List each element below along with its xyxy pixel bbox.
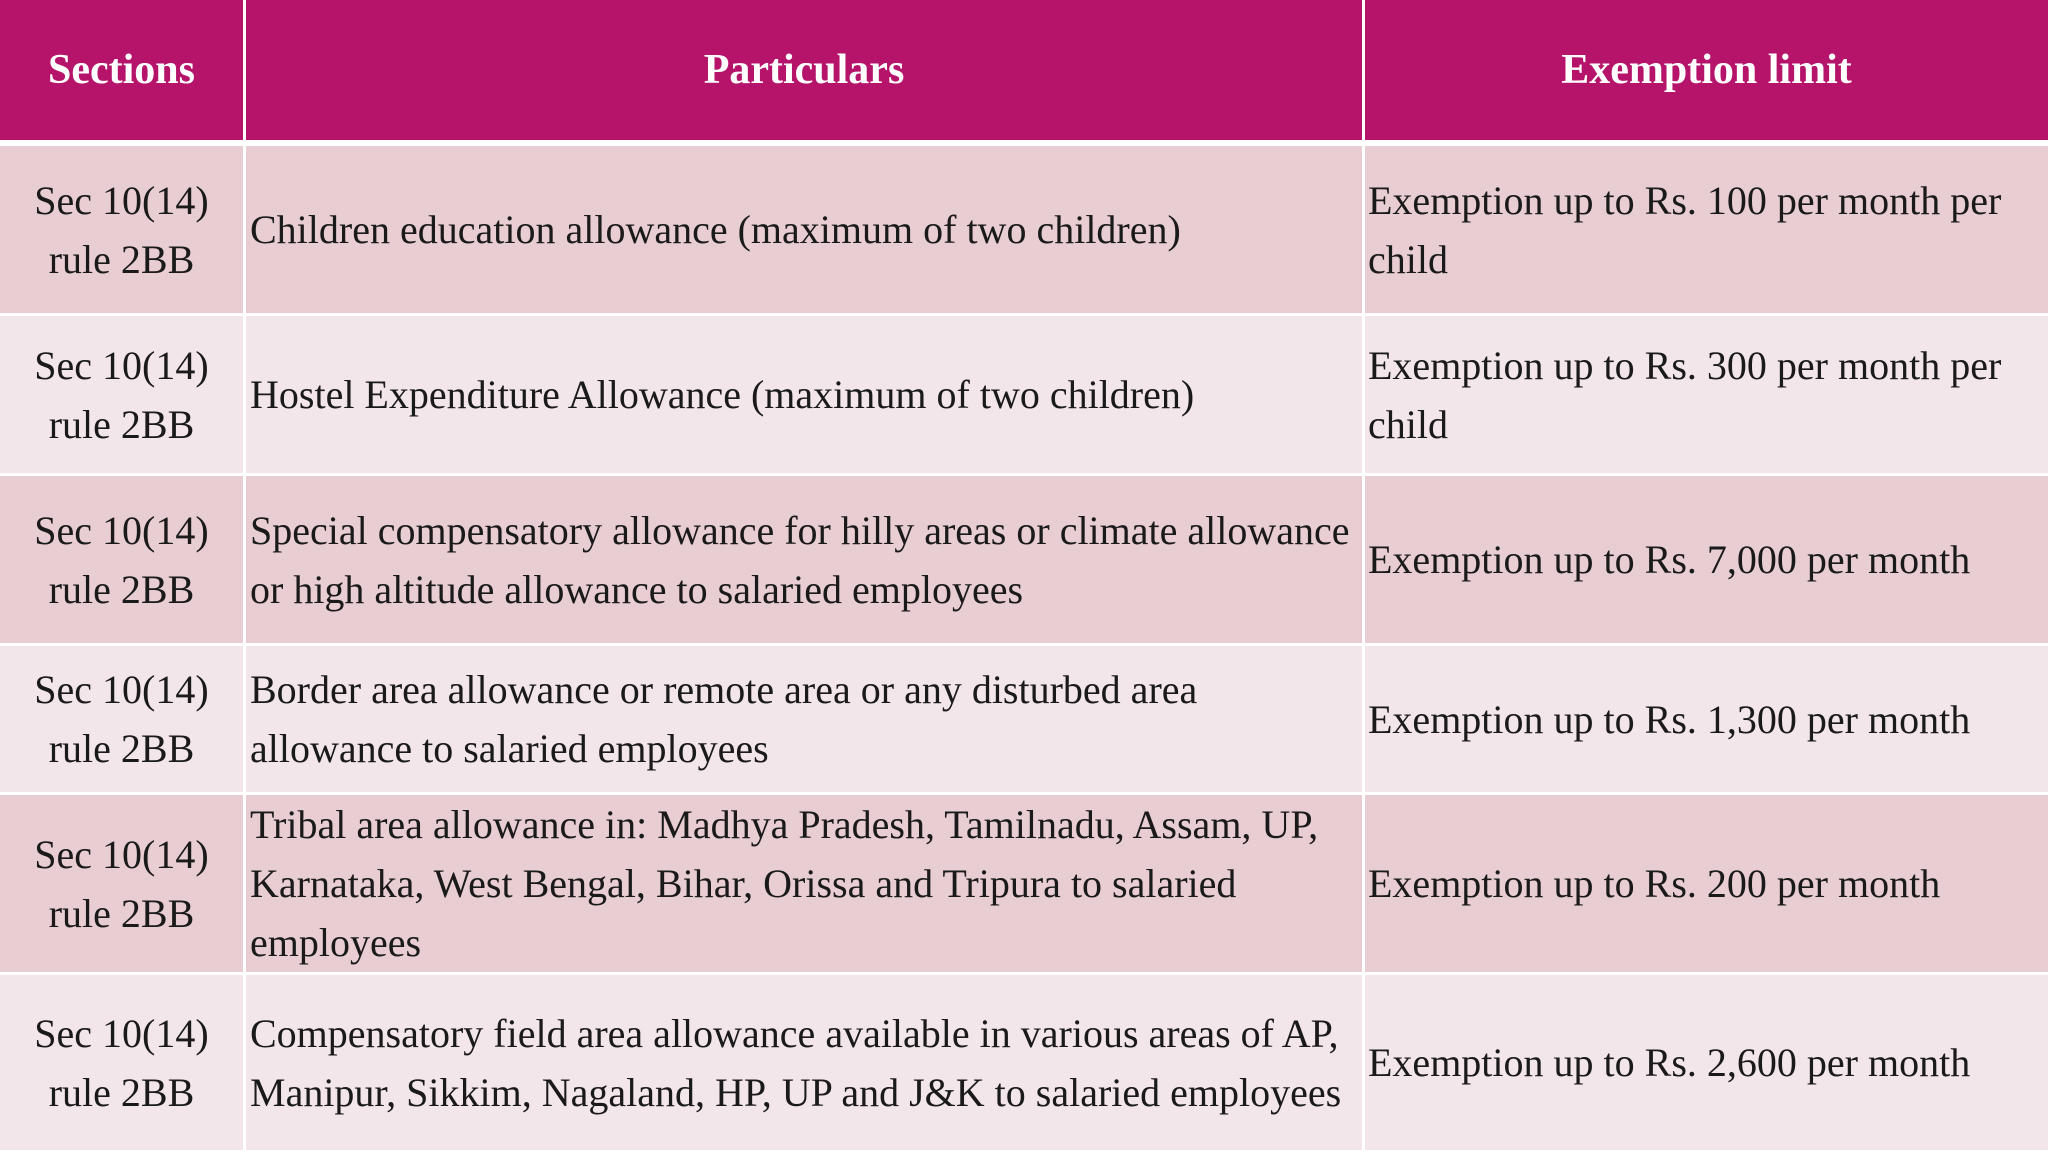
section-cell <box>0 316 246 476</box>
section-line: Sec 10(14) <box>34 342 209 388</box>
header-sections: Sections <box>0 0 246 146</box>
particulars-cell: Compensatory field area allowance available in various areas of AP, Manipur, Sikkim, Nagaland, HP, UP and J&K to salaried employees <box>246 975 1365 1152</box>
particulars-cell: Border area allowance or remote area or any disturbed area allowance to salaried employees <box>246 646 1365 795</box>
particulars-cell: Tribal area allowance in: Madhya Pradesh, Tamilnadu, Assam, UP, Karnataka, West Bengal, Bihar, Orissa and Tripura to salaried employees <box>246 795 1365 975</box>
table-row <box>0 146 2048 316</box>
particulars-cell: Special compensatory allowance for hilly areas or climate allowance or high altitude allowance to salaried employees <box>246 476 1365 646</box>
header-exemption-limit: Exemption limit <box>1365 0 2048 146</box>
section-rule: rule 2BB <box>48 236 195 282</box>
section-line: Sec 10(14) <box>34 831 209 877</box>
table-header <box>0 0 2048 146</box>
particulars-cell: Hostel Expenditure Allowance (maximum of two children) <box>246 316 1365 476</box>
section-cell <box>0 476 246 646</box>
limit-cell: Exemption up to Rs. 7,000 per month <box>1365 476 2048 646</box>
section-line: Sec 10(14) <box>34 177 209 223</box>
limit-cell: Exemption up to Rs. 300 per month per child <box>1365 316 2048 476</box>
section-cell <box>0 795 246 975</box>
section-rule: rule 2BB <box>48 401 195 447</box>
section-rule: rule 2BB <box>48 726 195 771</box>
section-line: Sec 10(14) <box>34 507 209 553</box>
limit-cell: Exemption up to Rs. 100 per month per child <box>1365 146 2048 316</box>
section-rule: rule 2BB <box>48 1069 195 1115</box>
limit-cell: Exemption up to Rs. 200 per month <box>1365 795 2048 975</box>
table-body <box>0 146 2048 1152</box>
section-cell <box>0 646 246 795</box>
particulars-cell: Children education allowance (maximum of two children) <box>246 146 1365 316</box>
table-row <box>0 476 2048 646</box>
table-row <box>0 646 2048 795</box>
header-row <box>0 0 2048 146</box>
limit-cell: Exemption up to Rs. 1,300 per month <box>1365 646 2048 795</box>
section-rule: rule 2BB <box>48 890 195 936</box>
section-line: Sec 10(14) <box>34 667 209 712</box>
header-particulars: Particulars <box>246 0 1365 146</box>
table-row <box>0 975 2048 1152</box>
table-row <box>0 795 2048 975</box>
section-cell <box>0 146 246 316</box>
section-rule: rule 2BB <box>48 566 195 612</box>
limit-cell: Exemption up to Rs. 2,600 per month <box>1365 975 2048 1152</box>
section-line: Sec 10(14) <box>34 1010 209 1056</box>
section-cell <box>0 975 246 1152</box>
table-row <box>0 316 2048 476</box>
